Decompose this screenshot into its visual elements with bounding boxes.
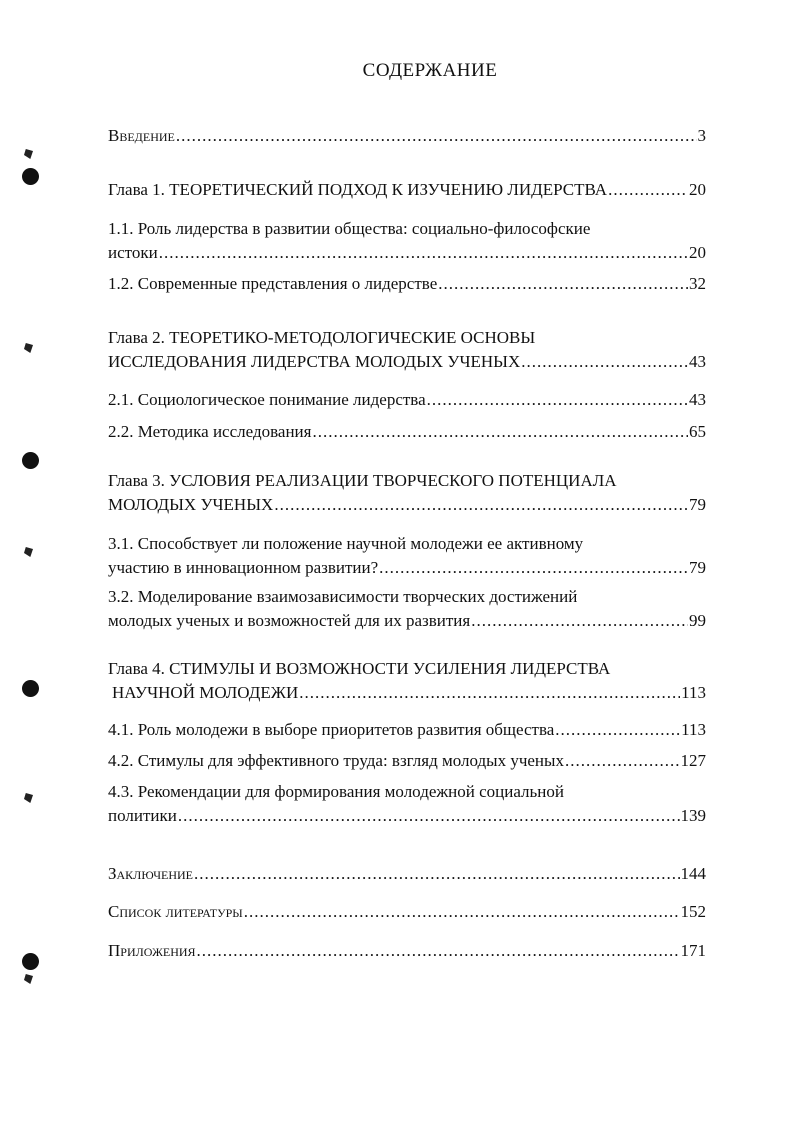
page-number: 65 — [689, 422, 706, 441]
dot-leader — [312, 420, 688, 444]
entry-label: Глава 1. ТЕОРЕТИЧЕСКИЙ ПОДХОД К ИЗУЧЕНИЮ ЛИДЕРСТВА — [108, 180, 608, 199]
toc-entry-section-1-1[interactable] — [108, 217, 706, 265]
entry-label-line2: НАУЧНОЙ МОЛОДЕЖИ — [112, 683, 299, 702]
entry-label: Введение — [108, 126, 175, 145]
toc-entry-section-3-2[interactable] — [108, 585, 706, 633]
toc-entry-conclusion[interactable] — [108, 862, 706, 886]
dot-leader — [178, 804, 680, 828]
page-number: 32 — [689, 274, 706, 293]
toc-entry-introduction[interactable] — [108, 124, 706, 148]
toc-entry-section-4-2[interactable] — [108, 749, 706, 773]
page-number: 144 — [680, 864, 706, 883]
toc-entry-section-4-1[interactable] — [108, 718, 706, 742]
toc-title: СОДЕРЖАНИЕ — [362, 60, 498, 81]
dot-leader — [197, 939, 680, 963]
page-number: 79 — [689, 558, 706, 577]
dot-leader — [471, 609, 688, 633]
page-number: 79 — [689, 495, 706, 514]
dot-leader — [427, 388, 688, 412]
page-number: 127 — [680, 751, 706, 770]
binding-hole — [22, 953, 39, 970]
entry-label-line2: истоки — [108, 243, 158, 262]
toc-entry-section-2-1[interactable] — [108, 388, 706, 412]
binding-hole — [22, 168, 39, 185]
page-number: 113 — [681, 720, 706, 739]
entry-label: Список литературы — [108, 902, 243, 921]
binding-hole — [22, 452, 39, 469]
toc-entry-chapter-2[interactable] — [108, 326, 706, 374]
entry-label: 4.1. Роль молодежи в выборе приоритетов развития общества — [108, 720, 555, 739]
entry-label-line1: Глава 3. УСЛОВИЯ РЕАЛИЗАЦИИ ТВОРЧЕСКОГО ПОТЕНЦИАЛА — [108, 471, 617, 490]
dot-leader — [176, 124, 697, 148]
entry-label-line2: политики — [108, 806, 177, 825]
dot-leader — [438, 272, 688, 296]
entry-label-line2: ИССЛЕДОВАНИЯ ЛИДЕРСТВА МОЛОДЫХ УЧЕНЫХ — [108, 352, 521, 371]
dot-leader — [299, 681, 680, 705]
page-number: 113 — [681, 683, 706, 702]
page-number: 20 — [689, 180, 706, 199]
dot-leader — [244, 900, 680, 924]
entry-label-line1: Глава 2. ТЕОРЕТИКО-МЕТОДОЛОГИЧЕСКИЕ ОСНОВЫ — [108, 328, 536, 347]
toc-entry-appendices[interactable] — [108, 939, 706, 963]
entry-label-line2: МОЛОДЫХ УЧЕНЫХ — [108, 495, 274, 514]
entry-label: Приложения — [108, 941, 196, 960]
toc-entry-section-2-2[interactable] — [108, 420, 706, 444]
page-number: 20 — [689, 243, 706, 262]
dot-leader — [565, 749, 680, 773]
entry-label: 2.2. Методика исследования — [108, 422, 312, 441]
binding-hole — [22, 680, 39, 697]
entry-label-line1: 1.1. Роль лидерства в развитии общества: социально-философские — [108, 219, 591, 238]
entry-label-line1: 4.3. Рекомендации для формирования молодежной социальной — [108, 782, 564, 801]
toc-entry-chapter-4[interactable] — [108, 657, 706, 705]
dot-leader — [194, 862, 680, 886]
scan-speck — [24, 974, 33, 984]
page-number: 99 — [689, 611, 706, 630]
scan-speck — [24, 343, 33, 353]
page-number: 171 — [680, 941, 706, 960]
scan-speck — [24, 149, 33, 159]
entry-label-line1: Глава 4. СТИМУЛЫ И ВОЗМОЖНОСТИ УСИЛЕНИЯ ЛИДЕРСТВА — [108, 659, 611, 678]
dot-leader — [608, 178, 688, 202]
page-number: 152 — [680, 902, 706, 921]
toc-entry-references[interactable] — [108, 900, 706, 924]
dot-leader — [555, 718, 680, 742]
toc-entry-chapter-1[interactable] — [108, 178, 706, 202]
page-number: 43 — [689, 390, 706, 409]
dot-leader — [159, 241, 688, 265]
toc-entry-chapter-3[interactable] — [108, 469, 706, 517]
scan-speck — [24, 547, 33, 557]
page-number: 3 — [697, 126, 706, 145]
entry-label-line2: участию в инновационном развитии? — [108, 558, 379, 577]
dot-leader — [521, 350, 688, 374]
entry-label: 1.2. Современные представления о лидерстве — [108, 274, 438, 293]
scan-speck — [24, 793, 33, 803]
page-number: 139 — [680, 806, 706, 825]
dot-leader — [379, 556, 688, 580]
dot-leader — [274, 493, 688, 517]
toc-entry-section-1-2[interactable] — [108, 272, 706, 296]
page-number: 43 — [689, 352, 706, 371]
entry-label-line1: 3.2. Моделирование взаимозависимости творческих достижений — [108, 587, 578, 606]
toc-entry-section-4-3[interactable] — [108, 780, 706, 828]
entry-label-line1: 3.1. Способствует ли положение научной молодежи ее активному — [108, 534, 584, 553]
entry-label: Заключение — [108, 864, 193, 883]
entry-label-line2: молодых ученых и возможностей для их развития — [108, 611, 471, 630]
entry-label: 2.1. Социологическое понимание лидерства — [108, 390, 426, 409]
entry-label: 4.2. Стимулы для эффективного труда: взгляд молодых ученых — [108, 751, 564, 770]
toc-entry-section-3-1[interactable] — [108, 532, 706, 580]
